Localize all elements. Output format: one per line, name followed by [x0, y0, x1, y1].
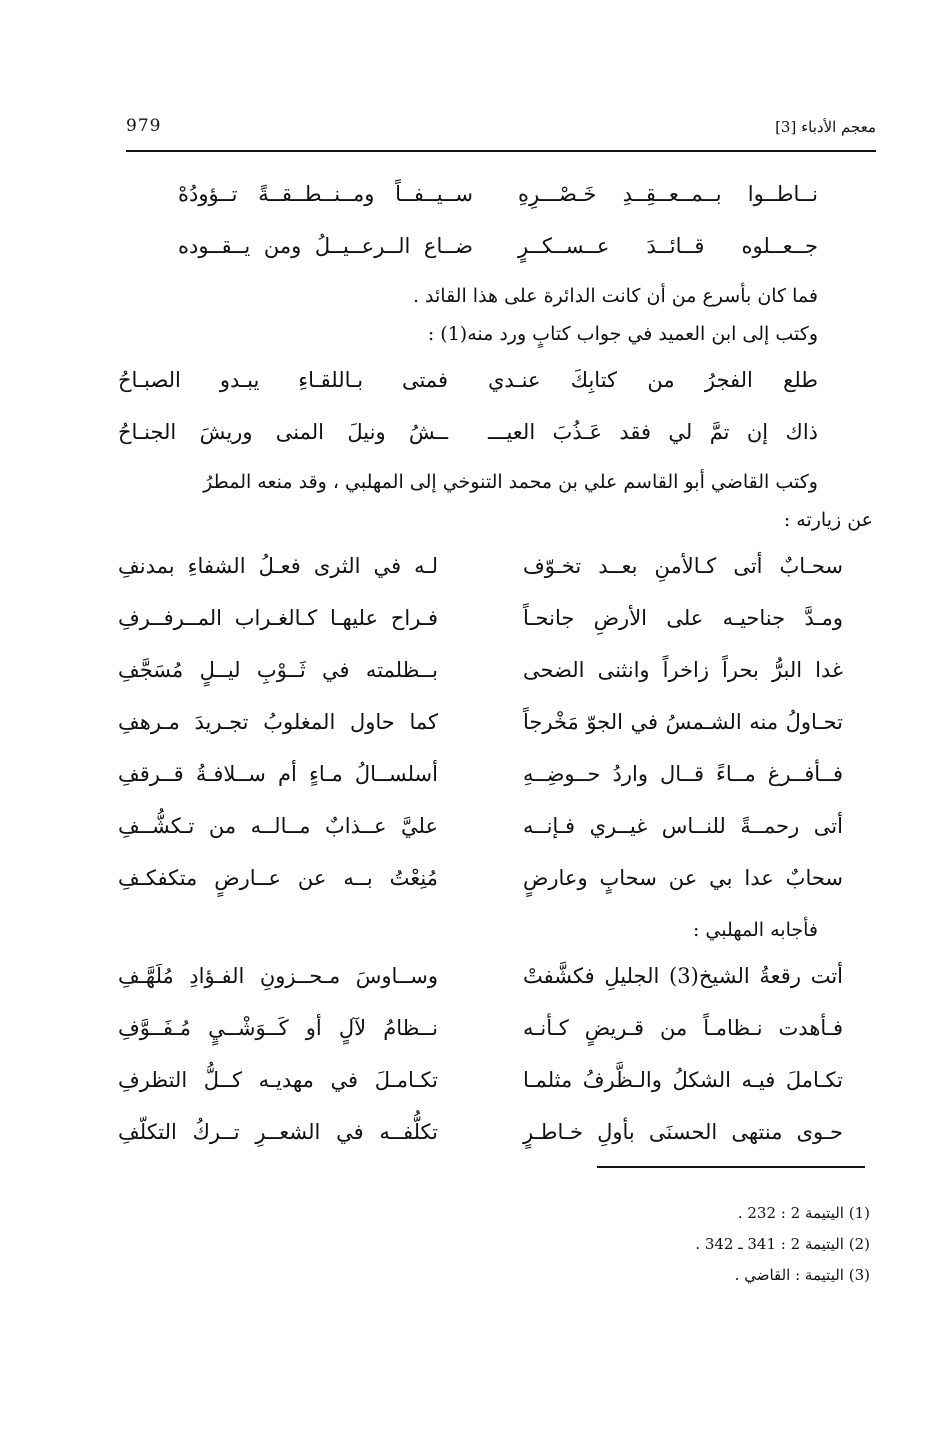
verse-line — [118, 542, 873, 594]
second-hemistich: ســيــفــاً ومــنــطــقــةً تــؤودُهْ — [178, 182, 473, 206]
verse-line — [118, 750, 873, 802]
second-hemistich: فمتى بـاللقـاءِ يبـدو الصبـاحُ — [118, 368, 448, 392]
second-hemistich: بــظلمته في ثَــوْبِ ليــلٍ مُسَجَّفِ — [118, 658, 438, 682]
first-hemistich: تحـاولُ منه الشـمسُ في الجوّ مَخْرجاً — [523, 710, 843, 734]
verse-line — [118, 952, 873, 1004]
first-hemistich: ذاك إن تمَّ لي فقد عَـذُبَ العيـــ — [488, 420, 818, 444]
verse-line — [118, 1056, 873, 1108]
second-hemistich: كما حاول المغلوبُ تجـريدَ مـرهفِ — [118, 710, 438, 734]
verse-line — [118, 222, 873, 274]
first-hemistich: نــاطــوا بــمــعــقِــدِ خَـصْـــرِهِ — [518, 182, 818, 206]
page-number: 979 — [126, 116, 162, 136]
second-hemistich: لـه في الثرى فعـلُ الشفاءِ بمدنفِ — [118, 554, 438, 578]
second-hemistich: عليَّ عــذابٌ مــالــه من تـكشُّــفِ — [118, 814, 438, 838]
page-body — [118, 170, 873, 1160]
second-hemistich: أسلســالُ مـاءٍ أم ســلافـةُ قــرقفِ — [118, 762, 438, 786]
second-hemistich: مُنِعْتُ بــه عن عــارضٍ متكفكـفِ — [118, 866, 438, 890]
second-hemistich: تكـامـلَ في مهديـه كــلُّ التظرفِ — [118, 1068, 438, 1092]
prose-line: وكتب إلى ابن العميد في جواب كتابٍ ورد منه(1) : — [427, 323, 818, 345]
second-hemistich: فـراح عليهـا كـالغـراب المــرفــرفِ — [118, 606, 438, 630]
verse-line — [118, 802, 873, 854]
footnote: (1) اليتيمة 2 : 232 . — [737, 1204, 870, 1222]
footnotes — [695, 1198, 870, 1291]
footnote: (2) اليتيمة 2 : 341 ـ 342 . — [695, 1235, 870, 1253]
verse-line — [118, 594, 873, 646]
second-hemistich: نــظامُ لآلٍ أو كَــوَشْــيٍ مُـفَــوَّفِ — [118, 1016, 438, 1040]
page-header — [126, 110, 876, 152]
first-hemistich: ومـدَّ جناحيـه على الأرضِ جانحـاً — [523, 606, 843, 630]
first-hemistich: تكـاملَ فيـه الشكلُ والـظَّرفُ مثلمـا — [523, 1068, 843, 1092]
first-hemistich: جــعــلوه قــائــدَ عــســكــرٍ — [518, 234, 818, 258]
first-hemistich: طلع الفجرُ من كتابِكَ عنـدي — [488, 368, 818, 392]
first-hemistich: أتت رقعةُ الشيخ(3) الجليلِ فكشَّفتْ — [523, 964, 843, 988]
first-hemistich: فـأهدت نـظامـاً من قـريضٍ كـأنـه — [523, 1016, 843, 1040]
verse-line — [118, 1004, 873, 1056]
first-hemistich: أتى رحمــةً للنــاس غيــري فـإنــه — [523, 814, 843, 838]
verse-line — [118, 698, 873, 750]
first-hemistich: حـوى منتهى الحسنَى بأولِ خـاطـرٍ — [523, 1120, 843, 1144]
verse-line — [118, 408, 873, 460]
footnote-rule — [597, 1166, 865, 1168]
first-hemistich: غدا البرُّ بحراً زاخراً وانثنى الضحى — [523, 658, 843, 682]
prose-line: عن زيارته : — [783, 509, 873, 531]
footnote: (3) اليتيمة : القاضي . — [734, 1266, 870, 1284]
prose-line: وكتب القاضي أبو القاسم علي بن محمد التنوخي إلى المهلبي ، وقد منعه المطرُ — [203, 471, 818, 493]
second-hemistich: وســاوسَ مـحــزونِ الفـؤادِ مُلَهَّـفِ — [118, 964, 438, 988]
prose-line: فما كان بأسرع من أن كانت الدائرة على هذا القائد . — [412, 285, 818, 307]
reply-intro: فأجابه المهلبي : — [692, 919, 818, 941]
header-rule — [126, 150, 876, 152]
first-hemistich: سحـابٌ أتى كـالأمنِ بعــد تخـوّف — [523, 554, 843, 578]
first-hemistich: فــأفــرغ مــاءً قــال واردُ حــوضِــهِ — [523, 762, 843, 786]
second-hemistich: ــشُ ونيلَ المنى وريشَ الجنـاحُ — [118, 420, 448, 444]
verse-line — [118, 646, 873, 698]
verse-line — [118, 356, 873, 408]
running-title: معجم الأدباء [3] — [775, 118, 876, 136]
verse-line — [118, 170, 873, 222]
verse-line — [118, 1108, 873, 1160]
second-hemistich: تكلُّفــه في الشعــرِ تــركُ التكلّفِ — [118, 1120, 438, 1144]
second-hemistich: ضــاع الــرعــيــلُ ومن يــقــوده — [178, 234, 473, 258]
first-hemistich: سحابٌ عدا بي عن سحابٍ وعارضٍ — [523, 866, 843, 890]
verse-line — [118, 854, 873, 906]
